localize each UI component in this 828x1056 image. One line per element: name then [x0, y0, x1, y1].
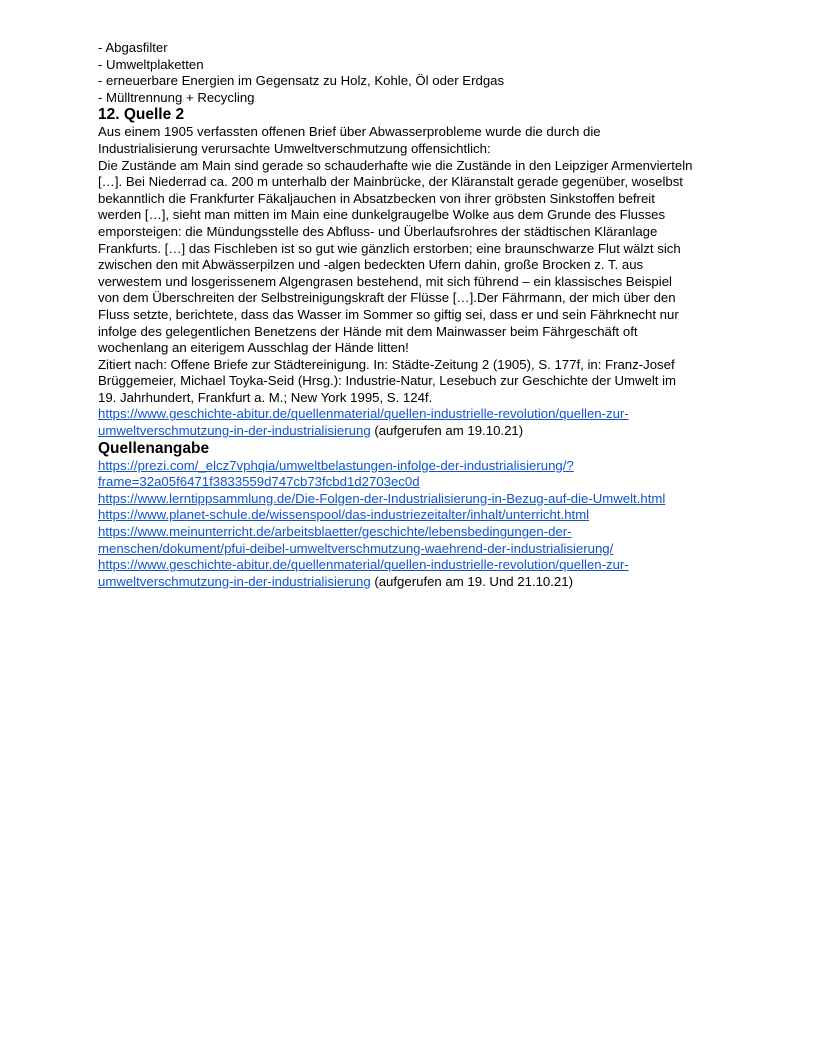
text-line: […]. Bei Niederrad ca. 200 m unterhalb der Mainbrücke, der Kläranstalt gerade gegenüber, woselbst	[98, 174, 683, 190]
meinunterricht-link[interactable]: https://www.meinunterricht.de/arbeitsblaetter/geschichte/lebensbedingungen-der-	[98, 524, 572, 540]
text-line: Industrialisierung verursachte Umweltverschmutzung offensichtlich:	[98, 140, 491, 156]
geschichte-abitur-source-link[interactable]: https://www.geschichte-abitur.de/quellenmaterial/quellen-industrielle-revolution/quellen-zur-	[98, 557, 629, 573]
prezi-link-continued[interactable]: frame=32a05f6471f3833559d747cb73fcbd1d2703ec0d	[98, 474, 420, 490]
text-line: Die Zustände am Main sind gerade so schauderhafte wie die Zustände in den Leipziger Armenvierteln	[98, 157, 693, 173]
section-heading-quellenangabe: Quellenangabe	[98, 439, 210, 457]
planet-schule-link[interactable]: https://www.planet-schule.de/wissenspool/das-industriezeitalter/inhalt/unterricht.html	[98, 507, 590, 523]
text-line: verwestem und losgerissenem Algengrasen bestehend, mit sich führend – ein klassisches Beispiel	[98, 273, 672, 289]
geschichte-abitur-link-continued[interactable]: umweltverschmutzung-in-der-industrialisierung	[98, 423, 371, 439]
text-line: emporsteigen: die Mündungsstelle des Abfluss- und Überlaufsrohres der städtischen Kläranlage	[98, 223, 658, 239]
source-item	[98, 574, 738, 591]
source-item	[98, 474, 738, 491]
citation-link-line	[98, 406, 738, 423]
text-line: von dem Überschreiten der Selbstreinigungskraft der Flüsse […].Der Fährmann, der mich über den	[98, 290, 676, 306]
source-list	[98, 458, 738, 591]
text-line: 19. Jahrhundert, Frankfurt a. M.; New York 1995, S. 124f.	[98, 389, 433, 405]
text-line: wochenlang an eiterigem Ausschlag der Hände litten!	[98, 340, 409, 356]
list-item: - Mülltrennung + Recycling	[98, 89, 255, 105]
source-item	[98, 458, 738, 475]
access-date: (aufgerufen am 19.10.21)	[370, 423, 524, 439]
lerntippsammlung-link[interactable]: https://www.lerntippsammlung.de/Die-Folgen-der-Industrialisierung-in-Bezug-auf-die-Umwelt.html	[98, 490, 666, 506]
intro-paragraph	[98, 124, 738, 157]
section-heading-quelle-2: 12. Quelle 2	[98, 106, 185, 124]
source-item	[98, 524, 738, 541]
prezi-link[interactable]: https://prezi.com/_elcz7vphqia/umweltbelastungen-infolge-der-industrialisierung/?	[98, 457, 574, 473]
text-line: zwischen den mit Abwässerpilzen und -algen bedeckten Ufern dahin, große Brocken z. T. aus	[98, 257, 644, 273]
text-line: Zitiert nach: Offene Briefe zur Städtereinigung. In: Städte-Zeitung 2 (1905), S. 177f, in: Franz-Josef	[98, 356, 675, 372]
access-date: (aufgerufen am 19. Und 21.10.21)	[370, 573, 573, 589]
quote-paragraph	[98, 158, 738, 357]
citation-link-line	[98, 423, 738, 440]
text-line: Aus einem 1905 verfassten offenen Brief über Abwasserprobleme wurde die durch die	[98, 124, 601, 140]
text-line: bekanntlich die Frankfurter Fäkaljauchen in Absatzbecken von ihrer gröbsten Sinkstoffen befreit	[98, 190, 655, 206]
geschichte-abitur-link[interactable]: https://www.geschichte-abitur.de/quellenmaterial/quellen-industrielle-revolution/quellen-zur-	[98, 406, 629, 422]
geschichte-abitur-source-link-continued[interactable]: umweltverschmutzung-in-der-industrialisierung	[98, 573, 371, 589]
list-item: - erneuerbare Energien im Gegensatz zu Holz, Kohle, Öl oder Erdgas	[98, 73, 505, 89]
text-line: Fluss setzte, berichtete, dass das Wasser im Sommer so giftig sei, dass er und sein Fährknecht nur	[98, 306, 679, 322]
source-item	[98, 507, 738, 524]
source-item	[98, 541, 738, 558]
citation-paragraph	[98, 357, 738, 440]
bullet-list	[98, 40, 738, 106]
list-item: - Umweltplaketten	[98, 56, 204, 72]
meinunterricht-link-continued[interactable]: menschen/dokument/pfui-deibel-umweltverschmutzung-waehrend-der-industrialisierung/	[98, 540, 614, 556]
text-line: werden […], sieht man mitten im Main eine dunkelgraugelbe Wolke aus dem Grunde des Flusses	[98, 207, 666, 223]
text-line: Brüggemeier, Michael Toyka-Seid (Hrsg.): Industrie-Natur, Lesebuch zur Geschichte der Umwelt im	[98, 373, 677, 389]
document-page	[98, 40, 738, 590]
list-item: - Abgasfilter	[98, 40, 168, 55]
source-item	[98, 557, 738, 574]
source-item	[98, 491, 738, 508]
text-line: infolge des gelegentlichen Benetzens der Hände mit dem Mainwasser beim Fährgeschäft oft	[98, 323, 638, 339]
text-line: Frankfurts. […] das Fischleben ist so gut wie gänzlich erstorben; eine braunschwarze Flut wälzt sich	[98, 240, 681, 256]
